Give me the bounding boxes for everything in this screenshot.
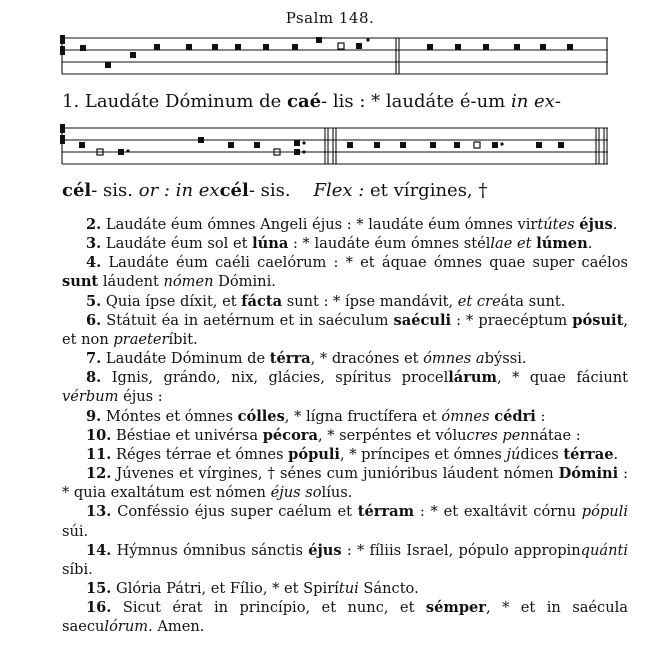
- verse: [62, 579, 628, 598]
- verse-number: 7.: [86, 350, 102, 368]
- continuation-text: - sis.: [248, 180, 297, 201]
- verse-text: , et non: [62, 311, 628, 348]
- verse-text: térra: [269, 350, 311, 368]
- verse-text: Hýmnus ómnibus sánctis: [116, 541, 309, 559]
- verse-text: térram: [357, 503, 415, 521]
- verse-text: : * quia exaltátum est nómen: [62, 465, 629, 502]
- verse-text: Móntes et ómnes: [105, 407, 238, 425]
- verse: [62, 349, 628, 368]
- verse-text: Glória Pátri, et Fílio, * et Spirí: [116, 579, 339, 597]
- verse-text: nómen: [163, 273, 214, 291]
- verse-text: , * lígna fructífera et: [284, 407, 442, 425]
- verse-number: 4.: [86, 254, 102, 272]
- psalm-verses: [62, 215, 628, 636]
- incipit-text: Laudáte Dóminum de: [84, 91, 288, 112]
- verse-text: quánti: [580, 541, 628, 559]
- verse-text: Júvenes et vírgines, † sénes cum junióribus láudent nómen: [116, 465, 559, 483]
- verse-text: Dómini.: [213, 273, 276, 291]
- verse-text: Réges térrae et ómnes: [116, 445, 289, 463]
- verse-text: cédri: [494, 407, 536, 425]
- verse-number: 9.: [86, 407, 102, 425]
- verse-text: Sicut érat in princípio, et nunc, et: [122, 599, 426, 617]
- incipit-italic: in ex: [510, 91, 555, 112]
- verse-text: lae et: [490, 235, 532, 253]
- verse: [62, 445, 628, 464]
- verse-text: éjus: [308, 541, 342, 559]
- chant-staff-1: [0, 30, 660, 86]
- verse-text: lúmen: [536, 235, 588, 253]
- verse-number: 6.: [86, 311, 102, 329]
- verse-text: býssi.: [484, 350, 527, 368]
- verse: [62, 368, 628, 406]
- neume-group-1: [80, 37, 573, 68]
- verse-text: áta sunt.: [500, 292, 566, 310]
- verse-text: , * príncipes et ómnes: [339, 445, 507, 463]
- incipit-text: -: [554, 91, 561, 112]
- verse-text: et cre: [457, 292, 501, 310]
- verse-text: , * serpéntes et vólu: [317, 426, 467, 444]
- verse-text: lúna: [252, 235, 289, 253]
- verse-text: .: [587, 235, 593, 253]
- chant-staff-2: [0, 120, 660, 176]
- verse-number: 11.: [86, 445, 112, 463]
- verse-text: dices: [520, 445, 564, 463]
- verse: [62, 215, 628, 234]
- verse: [62, 426, 628, 445]
- verse: [62, 598, 628, 636]
- verse-text: Quia ípse díxit, et: [105, 292, 242, 310]
- psalm-incipit: [62, 91, 561, 112]
- verse-number: 2.: [86, 216, 102, 233]
- verse-text: pécora: [262, 426, 318, 444]
- verse-number: 15.: [86, 579, 112, 597]
- verse-text: éjus :: [118, 388, 163, 406]
- continuation-accent: cél: [219, 180, 249, 201]
- verse-text: éjus so: [270, 484, 322, 502]
- verse-number-1: 1.: [62, 91, 80, 112]
- verse-text: líus.: [321, 484, 353, 502]
- verse-text: Laudáte éum ómnes Angeli éjus : * laudáte éum ómnes vir: [105, 216, 538, 233]
- verse-text: Dómini: [558, 465, 619, 483]
- verse: [62, 311, 628, 349]
- verse-text: , * et in saécula saecu: [62, 599, 628, 636]
- verse-text: saéculi: [393, 311, 452, 329]
- verse-text: fácta: [241, 292, 283, 310]
- verse-text: : * fíliis Israel, pópulo appropin: [341, 541, 581, 559]
- verse-text: nátae :: [529, 426, 581, 444]
- verse-text: sunt : * ípse mandávit,: [282, 292, 458, 310]
- verse: [62, 464, 628, 502]
- verse-text: láudent: [98, 273, 164, 291]
- verse-text: ómnes a: [423, 350, 485, 368]
- verse-text: lárum: [448, 369, 497, 387]
- verse-number: 14.: [86, 541, 112, 559]
- verse-text: síbi.: [62, 560, 93, 578]
- verse-text: : * laudáte éum ómnes stél: [288, 235, 491, 253]
- verse-text: : * et exaltávit córnu: [414, 503, 582, 521]
- psalm-title: Psalm 148.: [285, 9, 375, 27]
- verse-text: pópuli: [288, 445, 340, 463]
- incipit-continuation: [62, 180, 487, 201]
- verse: [62, 234, 628, 253]
- verse-number: 5.: [86, 292, 102, 310]
- verse: [62, 407, 628, 426]
- verse-text: pósuit: [572, 311, 624, 329]
- flex-text: et vírgines, †: [364, 180, 488, 201]
- flex-label: Flex :: [313, 180, 365, 201]
- verse-text: jú: [506, 445, 521, 463]
- verse-text: tui: [338, 579, 359, 597]
- verse-text: tútes: [537, 216, 575, 233]
- verse-text: : * praecéptum: [451, 311, 573, 329]
- verse-number: 12.: [86, 465, 112, 483]
- verse-text: Laudáte éum caéli caelórum : * et áquae ómnes quae super caélos: [108, 254, 629, 272]
- verse-number: 10.: [86, 426, 112, 444]
- verse: [62, 292, 628, 311]
- verse-text: cólles: [237, 407, 285, 425]
- verse-text: térrae: [563, 445, 614, 463]
- verse-text: .: [612, 216, 618, 233]
- verse-text: cres pen: [466, 426, 530, 444]
- verse: [62, 253, 628, 291]
- verse-text: sémper: [425, 599, 486, 617]
- verse-text: ómnes: [441, 407, 490, 425]
- verse-number: 8.: [86, 369, 102, 387]
- verse-text: pópuli: [581, 503, 629, 521]
- verse-text: :: [535, 407, 546, 425]
- verse-text: Státuit éa in aetérnum et in saéculum: [106, 311, 394, 329]
- verse-text: Sáncto.: [358, 579, 419, 597]
- verse-text: éjus: [579, 216, 613, 233]
- incipit-accent: caé: [287, 91, 322, 112]
- verse-text: Laudáte Dóminum de: [105, 350, 270, 368]
- verse-text: súi.: [62, 522, 89, 540]
- verse-text: Amen.: [152, 618, 205, 636]
- verse-text: .: [613, 445, 619, 463]
- continuation-accent: cél: [62, 180, 92, 201]
- verse-number: 3.: [86, 235, 102, 253]
- verse-text: sunt: [62, 273, 99, 291]
- verse-text: íbit.: [168, 330, 198, 348]
- continuation-text: - sis.: [91, 180, 139, 201]
- verse-text: Béstiae et univérsa: [116, 426, 263, 444]
- verse: [62, 541, 628, 579]
- verse-text: Ignis, grándo, nix, glácies, spíritus procel: [111, 369, 449, 387]
- verse-text: praeter: [113, 330, 169, 348]
- verse-text: vérbum: [62, 388, 119, 406]
- verse-text: , * quae fáciunt: [496, 369, 628, 387]
- verse-number: 16.: [86, 599, 112, 617]
- verse-text: Laudáte éum sol et: [105, 235, 253, 253]
- incipit-text: - lis : * laudáte é-um: [321, 91, 511, 112]
- verse-number: 13.: [86, 503, 112, 521]
- verse-text: lórum.: [104, 618, 153, 636]
- verse: [62, 502, 628, 540]
- verse-text: , * dracónes et: [310, 350, 424, 368]
- verse-text: Conféssio éjus super caélum et: [117, 503, 358, 521]
- continuation-italic: or : in ex: [138, 180, 220, 201]
